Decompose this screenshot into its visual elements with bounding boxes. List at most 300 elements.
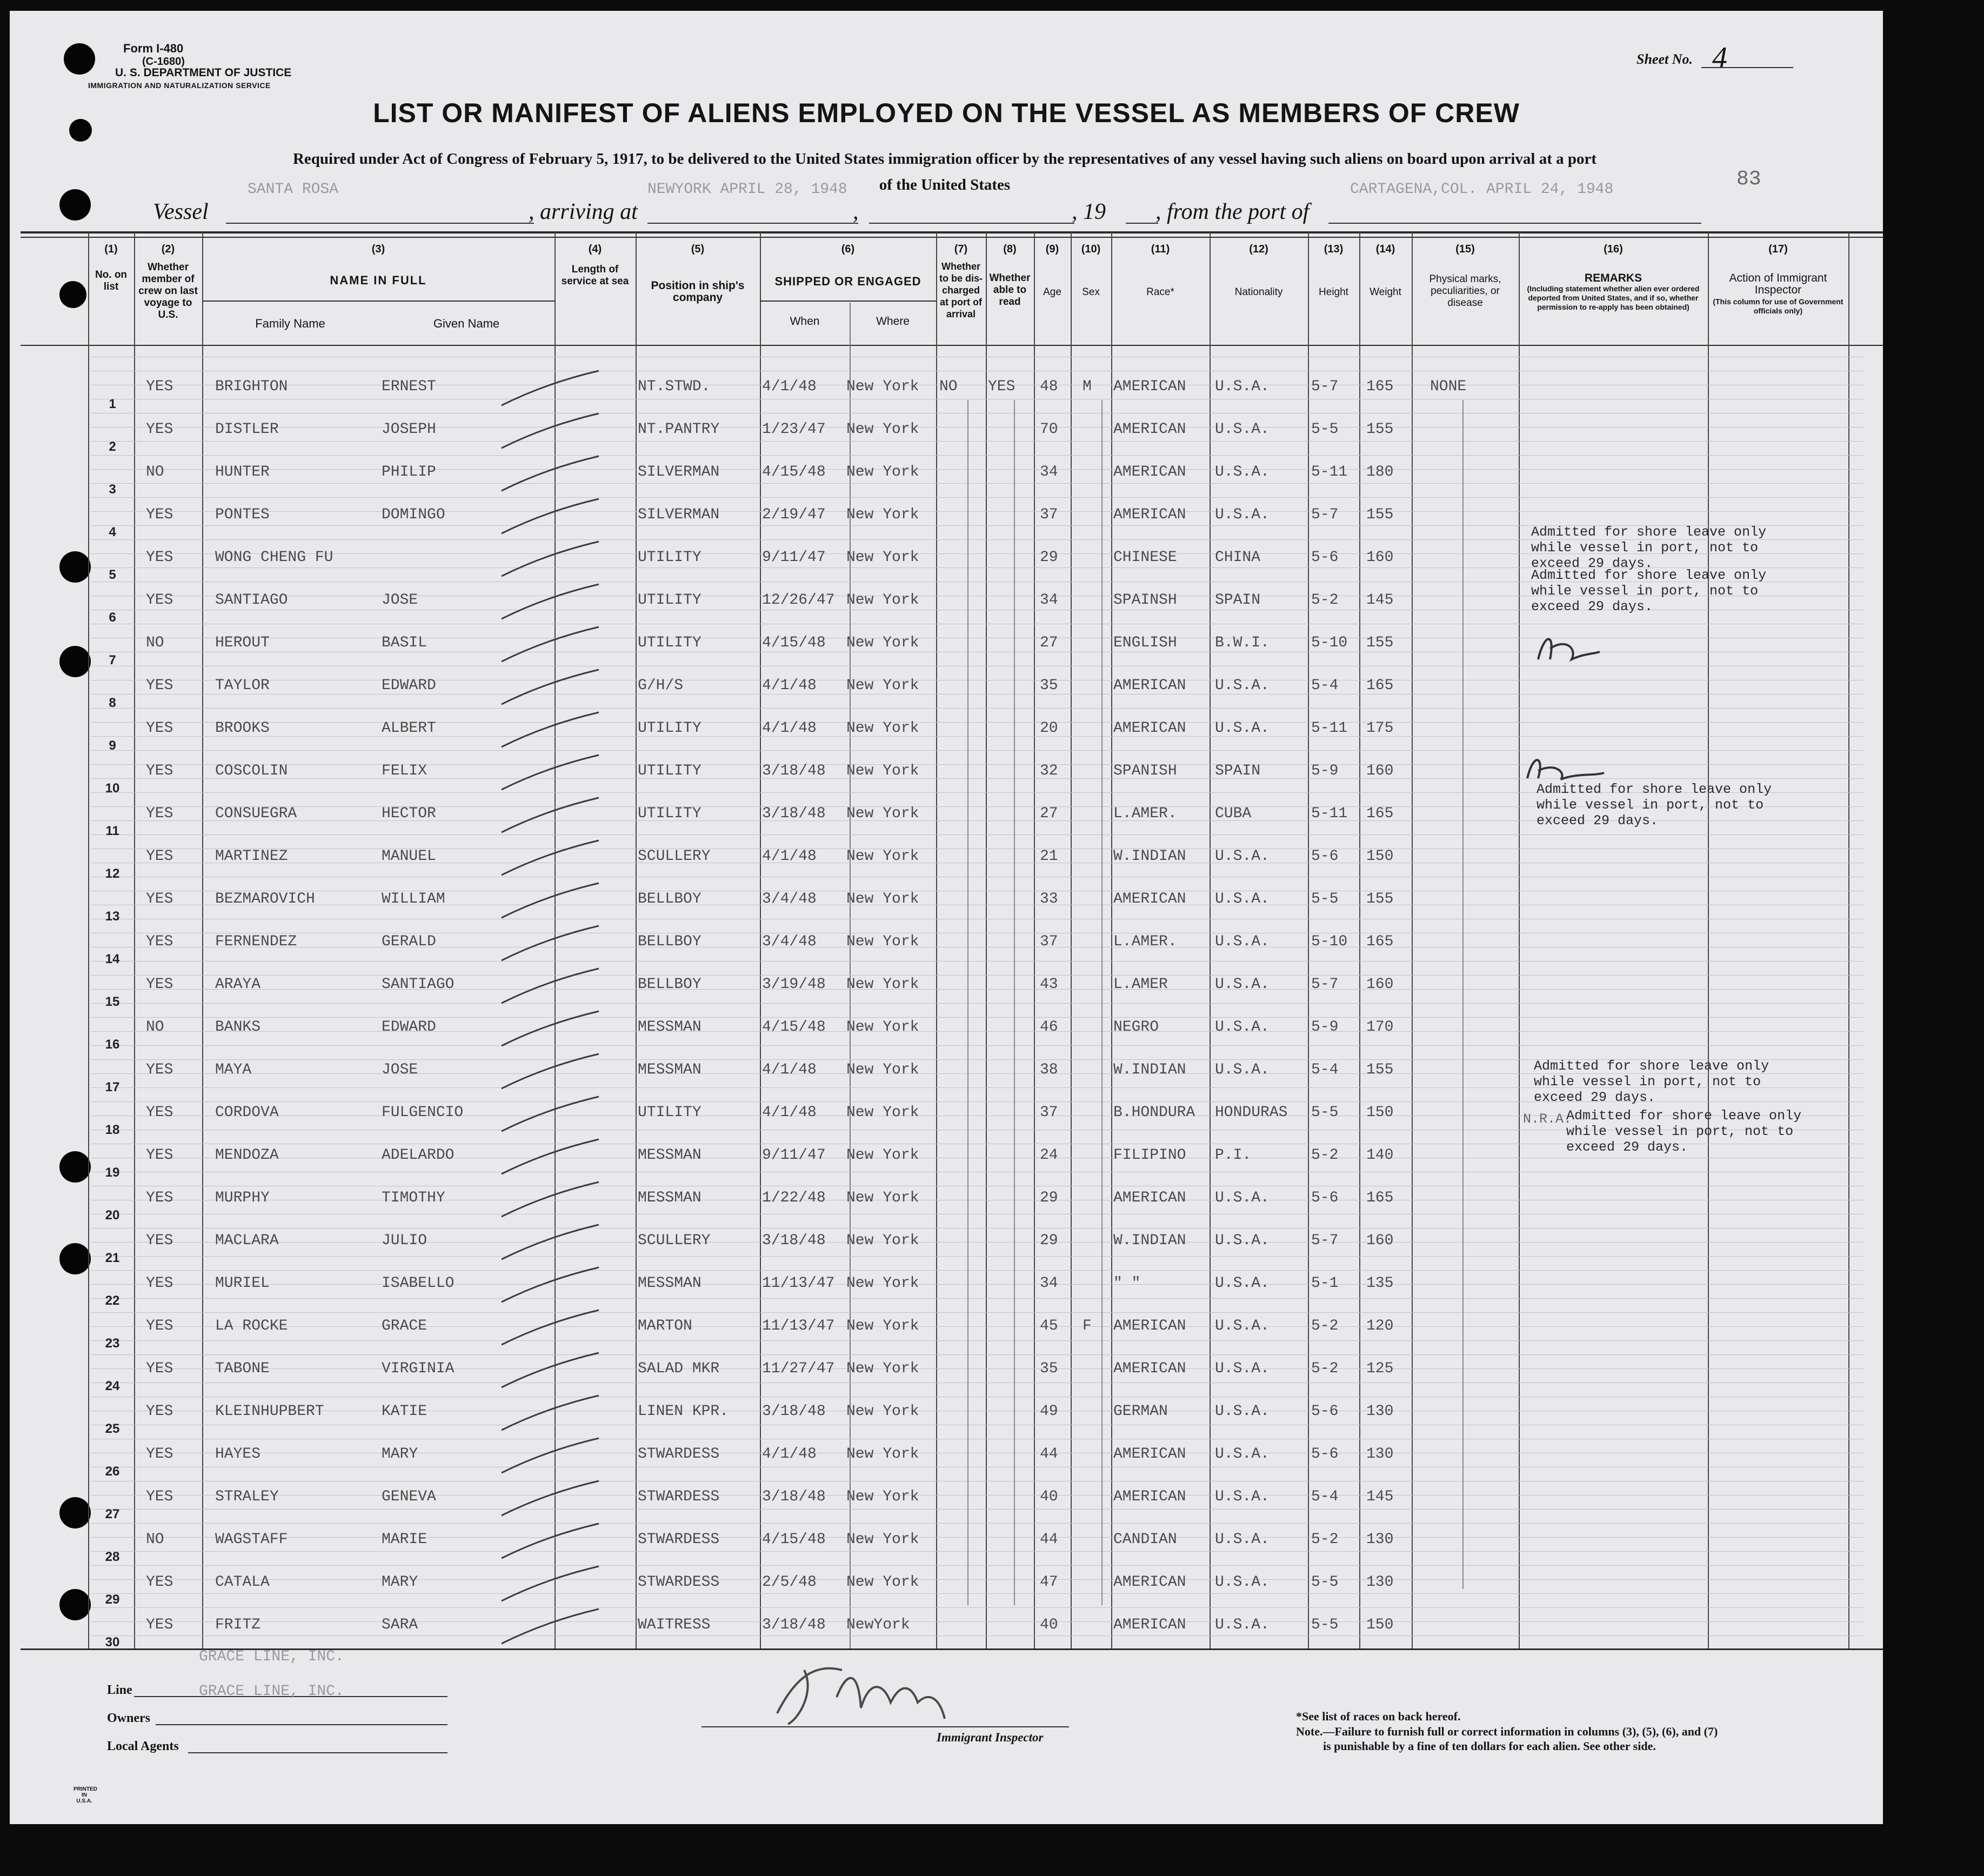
cell-weight: 145 xyxy=(1366,1488,1394,1505)
cell-prev-voyage: YES xyxy=(146,848,173,865)
col-divider xyxy=(1848,232,1849,1648)
cell-shipped-where: New York xyxy=(846,1360,919,1377)
cell-shipped-when: 4/1/48 xyxy=(762,1104,817,1121)
cell-given-name: VIRGINIA xyxy=(382,1360,455,1377)
ruled-line xyxy=(91,441,1863,442)
col-divider xyxy=(1359,232,1360,1648)
row-number: 19 xyxy=(105,1165,120,1180)
cell-race: W.INDIAN xyxy=(1113,1061,1186,1078)
cell-race: L.AMER. xyxy=(1113,805,1177,822)
ditto-line xyxy=(967,400,968,1605)
service-slash-mark xyxy=(496,666,604,710)
cell-family-name: PONTES xyxy=(215,506,270,523)
ruled-line xyxy=(91,483,1863,484)
cell-race: L.AMER xyxy=(1113,976,1168,993)
ruled-line xyxy=(91,989,1863,990)
cell-given-name: HECTOR xyxy=(382,805,436,822)
form-code: (C-1680) xyxy=(142,56,185,68)
cell-given-name: ALBERT xyxy=(382,720,436,737)
cell-prev-voyage: NO xyxy=(146,1019,164,1036)
cell-family-name: WONG CHENG FU xyxy=(215,549,333,566)
cell-weight: 155 xyxy=(1366,421,1394,438)
cell-race: NEGRO xyxy=(1113,1019,1159,1036)
cell-nationality: U.S.A. xyxy=(1215,933,1270,950)
inspector-signature xyxy=(766,1648,993,1735)
ruled-line xyxy=(91,1312,1863,1313)
arriving-underline-1 xyxy=(647,223,858,224)
cell-weight: 155 xyxy=(1366,635,1394,651)
header-where: Where xyxy=(876,315,910,328)
row-number: 24 xyxy=(105,1379,120,1393)
cell-shipped-where: New York xyxy=(846,1232,919,1249)
ruled-line xyxy=(91,1565,1863,1566)
page-title: LIST OR MANIFEST OF ALIENS EMPLOYED ON THE VESSEL AS MEMBERS OF CREW xyxy=(373,98,1520,128)
cell-shipped-when: 3/18/48 xyxy=(762,1403,826,1420)
cell-prev-voyage: YES xyxy=(146,421,173,438)
cell-family-name: DISTLER xyxy=(215,421,279,438)
cell-shipped-when: 4/1/48 xyxy=(762,677,817,694)
ruled-line xyxy=(91,694,1863,695)
cell-age: 43 xyxy=(1040,976,1058,993)
cell-position: WAITRESS xyxy=(638,1617,711,1633)
table-top-rule-2 xyxy=(21,237,1883,238)
cell-shipped-where: New York xyxy=(846,1531,919,1548)
cell-shipped-where: New York xyxy=(846,549,919,566)
header-race: Race* xyxy=(1146,286,1174,298)
cell-prev-voyage: YES xyxy=(146,1403,173,1420)
cell-prev-voyage: YES xyxy=(146,1275,173,1292)
cell-prev-voyage: YES xyxy=(146,1488,173,1505)
remark-row-18: Admitted for shore leave only while vessel in port, not to exceed 29 days. xyxy=(1534,1058,1769,1105)
cell-shipped-when: 4/1/48 xyxy=(762,378,817,395)
row-number: 25 xyxy=(105,1421,120,1436)
cell-height: 5-11 xyxy=(1311,720,1348,737)
cell-family-name: KLEINHUPBERT xyxy=(215,1403,324,1420)
cell-weight: 165 xyxy=(1366,677,1394,694)
header-nationality: Nationality xyxy=(1234,286,1283,298)
row-number: 1 xyxy=(109,397,116,411)
table-top-rule xyxy=(21,231,1883,233)
line-label: Line xyxy=(107,1683,132,1697)
cell-nationality: CUBA xyxy=(1215,805,1252,822)
cell-given-name: DOMINGO xyxy=(382,506,445,523)
cell-prev-voyage: YES xyxy=(146,1446,173,1463)
inspector-label: Immigrant Inspector xyxy=(937,1731,1044,1744)
page-number: 83 xyxy=(1736,168,1761,191)
cell-family-name: ARAYA xyxy=(215,976,261,993)
owners-label: Owners xyxy=(107,1711,150,1725)
cell-shipped-where: New York xyxy=(846,1190,919,1206)
cell-family-name: BROOKS xyxy=(215,720,270,737)
cell-shipped-where: New York xyxy=(846,1318,919,1334)
cell-prev-voyage: YES xyxy=(146,891,173,907)
service-slash-mark xyxy=(496,965,604,1009)
cell-shipped-where: New York xyxy=(846,421,919,438)
cell-height: 5-1 xyxy=(1311,1275,1339,1292)
header-bottom-rule xyxy=(21,345,1883,346)
cell-race: B.HONDURA xyxy=(1113,1104,1195,1121)
cell-height: 5-6 xyxy=(1311,1403,1339,1420)
cell-weight: 165 xyxy=(1366,1190,1394,1206)
cell-shipped-where: New York xyxy=(846,891,919,907)
cell-height: 5-7 xyxy=(1311,1232,1339,1249)
cell-prev-voyage: YES xyxy=(146,1190,173,1206)
col-divider xyxy=(1071,232,1072,1648)
remark-row-6: Admitted for shore leave only while vessel in port, not to exceed 29 days. xyxy=(1531,568,1767,615)
cell-position: SILVERMAN xyxy=(638,506,720,523)
cell-shipped-when: 11/13/47 xyxy=(762,1275,835,1292)
service-slash-mark xyxy=(496,1606,604,1649)
row-number: 7 xyxy=(109,653,116,667)
header-length-of-service: Length of service at sea xyxy=(561,264,629,287)
col-divider xyxy=(986,232,987,1648)
col-num-6: (6) xyxy=(841,243,855,255)
cell-shipped-where: New York xyxy=(846,1147,919,1164)
manifest-sheet xyxy=(10,11,1883,1824)
ruled-line xyxy=(91,511,1863,512)
cell-age: 27 xyxy=(1040,635,1058,651)
races-note: *See list of races on back hereof. xyxy=(1296,1710,1461,1723)
cell-nationality: U.S.A. xyxy=(1215,976,1270,993)
cell-height: 5-11 xyxy=(1311,464,1348,480)
cell-weight: 155 xyxy=(1366,1061,1394,1078)
cell-shipped-where: New York xyxy=(846,763,919,779)
cell-position: UTILITY xyxy=(638,1104,702,1121)
cell-height: 5-5 xyxy=(1311,421,1339,438)
col-num-3: (3) xyxy=(371,243,385,255)
punch-hole xyxy=(59,1151,91,1183)
inspector-initials xyxy=(1534,627,1604,676)
cell-prev-voyage: YES xyxy=(146,720,173,737)
cell-height: 5-5 xyxy=(1311,1104,1339,1121)
service-name: IMMIGRATION AND NATURALIZATION SERVICE xyxy=(88,81,271,90)
sheet-label: Sheet No. xyxy=(1636,51,1693,67)
cell-given-name: JOSE xyxy=(382,1061,418,1078)
header-sex: Sex xyxy=(1082,286,1100,298)
cell-height: 5-7 xyxy=(1311,976,1339,993)
cell-prev-voyage: YES xyxy=(146,1617,173,1633)
ditto-line xyxy=(1014,400,1015,1605)
cell-weight: 130 xyxy=(1366,1531,1394,1548)
cell-height: 5-10 xyxy=(1311,933,1348,950)
service-slash-mark xyxy=(496,538,604,582)
ruled-line xyxy=(91,1551,1863,1552)
ruled-line xyxy=(91,1523,1863,1524)
cell-age: 34 xyxy=(1040,464,1058,480)
ruled-line xyxy=(91,1003,1863,1004)
cell-race: AMERICAN xyxy=(1113,720,1186,737)
row-number: 22 xyxy=(105,1293,120,1308)
header-given-name: Given Name xyxy=(433,317,500,330)
cell-shipped-when: 3/4/48 xyxy=(762,933,817,950)
row-number: 15 xyxy=(105,994,120,1009)
cell-family-name: MURIEL xyxy=(215,1275,270,1292)
cell-family-name: FRITZ xyxy=(215,1617,261,1633)
cell-able-to-read: YES xyxy=(988,378,1016,395)
header-member-of-crew: Whether member of crew on last voyage to U.S. xyxy=(138,262,198,321)
line-value: GRACE LINE, INC. xyxy=(199,1648,344,1665)
cell-shipped-where: New York xyxy=(846,592,919,609)
cell-nationality: U.S.A. xyxy=(1215,1275,1270,1292)
ruled-line xyxy=(91,1284,1863,1285)
cell-age: 21 xyxy=(1040,848,1058,865)
cell-nationality: U.S.A. xyxy=(1215,464,1270,480)
cell-weight: 165 xyxy=(1366,933,1394,950)
cell-position: UTILITY xyxy=(638,720,702,737)
cell-prev-voyage: YES xyxy=(146,1574,173,1591)
punch-hole xyxy=(64,43,95,75)
cell-height: 5-6 xyxy=(1311,549,1339,566)
name-subheader-rule xyxy=(202,301,555,302)
cell-shipped-when: 11/27/47 xyxy=(762,1360,835,1377)
cell-age: 29 xyxy=(1040,549,1058,566)
cell-shipped-when: 4/1/48 xyxy=(762,720,817,737)
cell-shipped-where: New York xyxy=(846,1488,919,1505)
cell-position: MESSMAN xyxy=(638,1019,702,1036)
cell-nationality: U.S.A. xyxy=(1215,1488,1270,1505)
cell-given-name: ISABELLO xyxy=(382,1275,455,1292)
cell-race: AMERICAN xyxy=(1113,677,1186,694)
cell-age: 29 xyxy=(1040,1190,1058,1206)
header-remarks: REMARKS xyxy=(1584,272,1642,284)
cell-prev-voyage: YES xyxy=(146,933,173,950)
col-num-14: (14) xyxy=(1375,243,1395,255)
ruled-line xyxy=(91,427,1863,428)
year-label: , 19 xyxy=(1072,199,1106,224)
cell-position: SCULLERY xyxy=(638,1232,711,1249)
cell-age: 33 xyxy=(1040,891,1058,907)
row-number: 14 xyxy=(105,952,120,966)
cell-shipped-when: 4/15/48 xyxy=(762,1019,826,1036)
service-slash-mark xyxy=(496,1093,604,1137)
cell-position: UTILITY xyxy=(638,635,702,651)
cell-family-name: HUNTER xyxy=(215,464,270,480)
ruled-line xyxy=(91,497,1863,498)
cell-shipped-when: 4/15/48 xyxy=(762,464,826,480)
header-position: Position in ship's company xyxy=(651,279,745,304)
col-num-8: (8) xyxy=(1003,243,1017,255)
cell-age: 38 xyxy=(1040,1061,1058,1078)
ruled-line xyxy=(91,736,1863,737)
punch-hole xyxy=(59,551,91,583)
col-divider xyxy=(1308,232,1309,1648)
cell-position: G/H/S xyxy=(638,677,684,694)
cell-position: LINEN KPR. xyxy=(638,1403,729,1420)
ruled-line xyxy=(91,1607,1863,1608)
cell-nationality: U.S.A. xyxy=(1215,1360,1270,1377)
cell-position: UTILITY xyxy=(638,763,702,779)
cell-nationality: CHINA xyxy=(1215,549,1261,566)
punch-hole xyxy=(59,646,91,677)
cell-shipped-where: New York xyxy=(846,976,919,993)
cell-weight: 125 xyxy=(1366,1360,1394,1377)
cell-shipped-where: New York xyxy=(846,506,919,523)
cell-height: 5-6 xyxy=(1311,848,1339,865)
fine-note-line-1: Note.—Failure to furnish full or correct information in columns (3), (5), (6), and (7) xyxy=(1296,1725,1718,1738)
cell-family-name: MURPHY xyxy=(215,1190,270,1206)
cell-race: GERMAN xyxy=(1113,1403,1168,1420)
cell-shipped-when: 3/18/48 xyxy=(762,1617,826,1633)
cell-shipped-when: 4/15/48 xyxy=(762,1531,826,1548)
from-port-underline xyxy=(1328,223,1701,224)
service-slash-mark xyxy=(496,1179,604,1222)
cell-nationality: U.S.A. xyxy=(1215,1190,1270,1206)
cell-height: 5-2 xyxy=(1311,1531,1339,1548)
cell-family-name: WAGSTAFF xyxy=(215,1531,288,1548)
cell-race: AMERICAN xyxy=(1113,1318,1186,1334)
header-inspector-action-sub: (This column for use of Government officials only) xyxy=(1713,297,1843,315)
cell-prev-voyage: YES xyxy=(146,805,173,822)
subtitle-line-1: Required under Act of Congress of February 5, 1917, to be delivered to the United States immigration officer by the representatives of any vessel having such aliens on board upon arrival at a port xyxy=(292,150,1597,168)
cell-age: 45 xyxy=(1040,1318,1058,1334)
row-number: 16 xyxy=(105,1037,120,1052)
cell-height: 5-4 xyxy=(1311,677,1339,694)
header-able-to-read: Whether able to read xyxy=(989,272,1031,308)
col-num-10: (10) xyxy=(1081,243,1101,255)
col-num-2: (2) xyxy=(161,243,175,255)
header-weight: Weight xyxy=(1370,286,1401,298)
vessel-label: Vessel xyxy=(153,199,209,224)
cell-nationality: U.S.A. xyxy=(1215,1318,1270,1334)
row-number: 27 xyxy=(105,1507,120,1521)
cell-age: 20 xyxy=(1040,720,1058,737)
cell-weight: 150 xyxy=(1366,848,1394,865)
cell-race: FILIPINO xyxy=(1113,1147,1186,1164)
cell-family-name: TABONE xyxy=(215,1360,270,1377)
arriving-comma: , xyxy=(853,199,859,224)
cell-weight: 150 xyxy=(1366,1617,1394,1633)
cell-family-name: CORDOVA xyxy=(215,1104,279,1121)
service-slash-mark xyxy=(496,1563,604,1606)
cell-nationality: SPAIN xyxy=(1215,763,1261,779)
cell-physical-marks: NONE xyxy=(1430,378,1467,395)
department-name: U. S. DEPARTMENT OF JUSTICE xyxy=(115,66,292,79)
cell-shipped-where: New York xyxy=(846,464,919,480)
year-underline xyxy=(1126,223,1158,224)
row-number: 6 xyxy=(109,610,116,625)
cell-given-name: JOSEPH xyxy=(382,421,436,438)
service-slash-mark xyxy=(496,923,604,966)
service-slash-mark xyxy=(496,1051,604,1094)
cell-age: 35 xyxy=(1040,677,1058,694)
cell-shipped-when: 3/18/48 xyxy=(762,805,826,822)
cell-family-name: BRIGHTON xyxy=(215,378,288,395)
cell-weight: 150 xyxy=(1366,1104,1394,1121)
cell-height: 5-4 xyxy=(1311,1488,1339,1505)
cell-prev-voyage: YES xyxy=(146,506,173,523)
cell-age: 47 xyxy=(1040,1574,1058,1591)
row-number: 3 xyxy=(109,482,116,497)
col-num-11: (11) xyxy=(1151,243,1170,255)
punch-hole xyxy=(59,189,91,221)
cell-prev-voyage: NO xyxy=(146,1531,164,1548)
col-divider xyxy=(936,232,937,1648)
cell-prev-voyage: YES xyxy=(146,1318,173,1334)
col-num-17: (17) xyxy=(1768,243,1788,255)
cell-family-name: SANTIAGO xyxy=(215,592,288,609)
cell-given-name: PHILIP xyxy=(382,464,436,480)
row-number: 18 xyxy=(105,1123,120,1137)
cell-discharged: NO xyxy=(939,378,958,395)
cell-prev-voyage: YES xyxy=(146,1360,173,1377)
cell-family-name: BEZMAROVICH xyxy=(215,891,315,907)
cell-prev-voyage: YES xyxy=(146,1232,173,1249)
cell-given-name: GRACE xyxy=(382,1318,427,1334)
ruled-line xyxy=(91,708,1863,709)
from-port-value: CARTAGENA,COL. APRIL 24, 1948 xyxy=(1350,181,1614,198)
from-port-label: , from the port of xyxy=(1155,199,1310,224)
cell-nationality: U.S.A. xyxy=(1215,1574,1270,1591)
cell-shipped-when: 4/1/48 xyxy=(762,848,817,865)
cell-age: 40 xyxy=(1040,1617,1058,1633)
cell-height: 5-11 xyxy=(1311,805,1348,822)
col-divider xyxy=(1034,232,1035,1648)
cell-race: AMERICAN xyxy=(1113,506,1186,523)
cell-family-name: CATALA xyxy=(215,1574,270,1591)
vessel-value: SANTA ROSA xyxy=(248,181,339,198)
owners-underline xyxy=(156,1724,447,1725)
header-height: Height xyxy=(1319,286,1348,298)
cell-race: ENGLISH xyxy=(1113,635,1177,651)
cell-race: AMERICAN xyxy=(1113,1360,1186,1377)
cell-position: MESSMAN xyxy=(638,1275,702,1292)
cell-given-name: MANUEL xyxy=(382,848,436,865)
service-slash-mark xyxy=(496,795,604,838)
cell-nationality: U.S.A. xyxy=(1215,1061,1270,1078)
service-slash-mark xyxy=(496,1520,604,1564)
ruled-line xyxy=(91,961,1863,962)
cell-age: 37 xyxy=(1040,933,1058,950)
cell-weight: 160 xyxy=(1366,763,1394,779)
cell-shipped-when: 1/23/47 xyxy=(762,421,826,438)
col-divider xyxy=(202,232,203,1648)
cell-nationality: U.S.A. xyxy=(1215,1403,1270,1420)
cell-shipped-where: New York xyxy=(846,805,919,822)
cell-position: MESSMAN xyxy=(638,1190,702,1206)
header-age: Age xyxy=(1043,286,1061,298)
cell-family-name: LA ROCKE xyxy=(215,1318,288,1334)
cell-position: MESSMAN xyxy=(638,1061,702,1078)
cell-age: 46 xyxy=(1040,1019,1058,1036)
cell-position: UTILITY xyxy=(638,805,702,822)
cell-given-name: MARY xyxy=(382,1446,418,1463)
cell-shipped-when: 9/11/47 xyxy=(762,549,826,566)
service-slash-mark xyxy=(496,453,604,496)
cell-position: BELLBOY xyxy=(638,933,702,950)
cell-height: 5-7 xyxy=(1311,506,1339,523)
row-number: 10 xyxy=(105,781,120,796)
arriving-value: NEWYORK APRIL 28, 1948 xyxy=(647,181,847,198)
remark-row-11: Admitted for shore leave only while vessel in port, not to exceed 29 days. xyxy=(1537,782,1772,829)
inspector-underline xyxy=(702,1726,1069,1727)
cell-prev-voyage: NO xyxy=(146,464,164,480)
cell-family-name: TAYLOR xyxy=(215,677,270,694)
cell-nationality: U.S.A. xyxy=(1215,1446,1270,1463)
cell-weight: 155 xyxy=(1366,891,1394,907)
cell-given-name: EDWARD xyxy=(382,677,436,694)
cell-prev-voyage: YES xyxy=(146,378,173,395)
cell-age: 27 xyxy=(1040,805,1058,822)
cell-given-name: WILLIAM xyxy=(382,891,445,907)
cell-nationality: B.W.I. xyxy=(1215,635,1270,651)
cell-nationality: U.S.A. xyxy=(1215,506,1270,523)
cell-height: 5-9 xyxy=(1311,1019,1339,1036)
cell-position: NT.STWD. xyxy=(638,378,711,395)
cell-shipped-when: 3/18/48 xyxy=(762,763,826,779)
cell-height: 5-5 xyxy=(1311,891,1339,907)
cell-race: AMERICAN xyxy=(1113,421,1186,438)
cell-age: 29 xyxy=(1040,1232,1058,1249)
